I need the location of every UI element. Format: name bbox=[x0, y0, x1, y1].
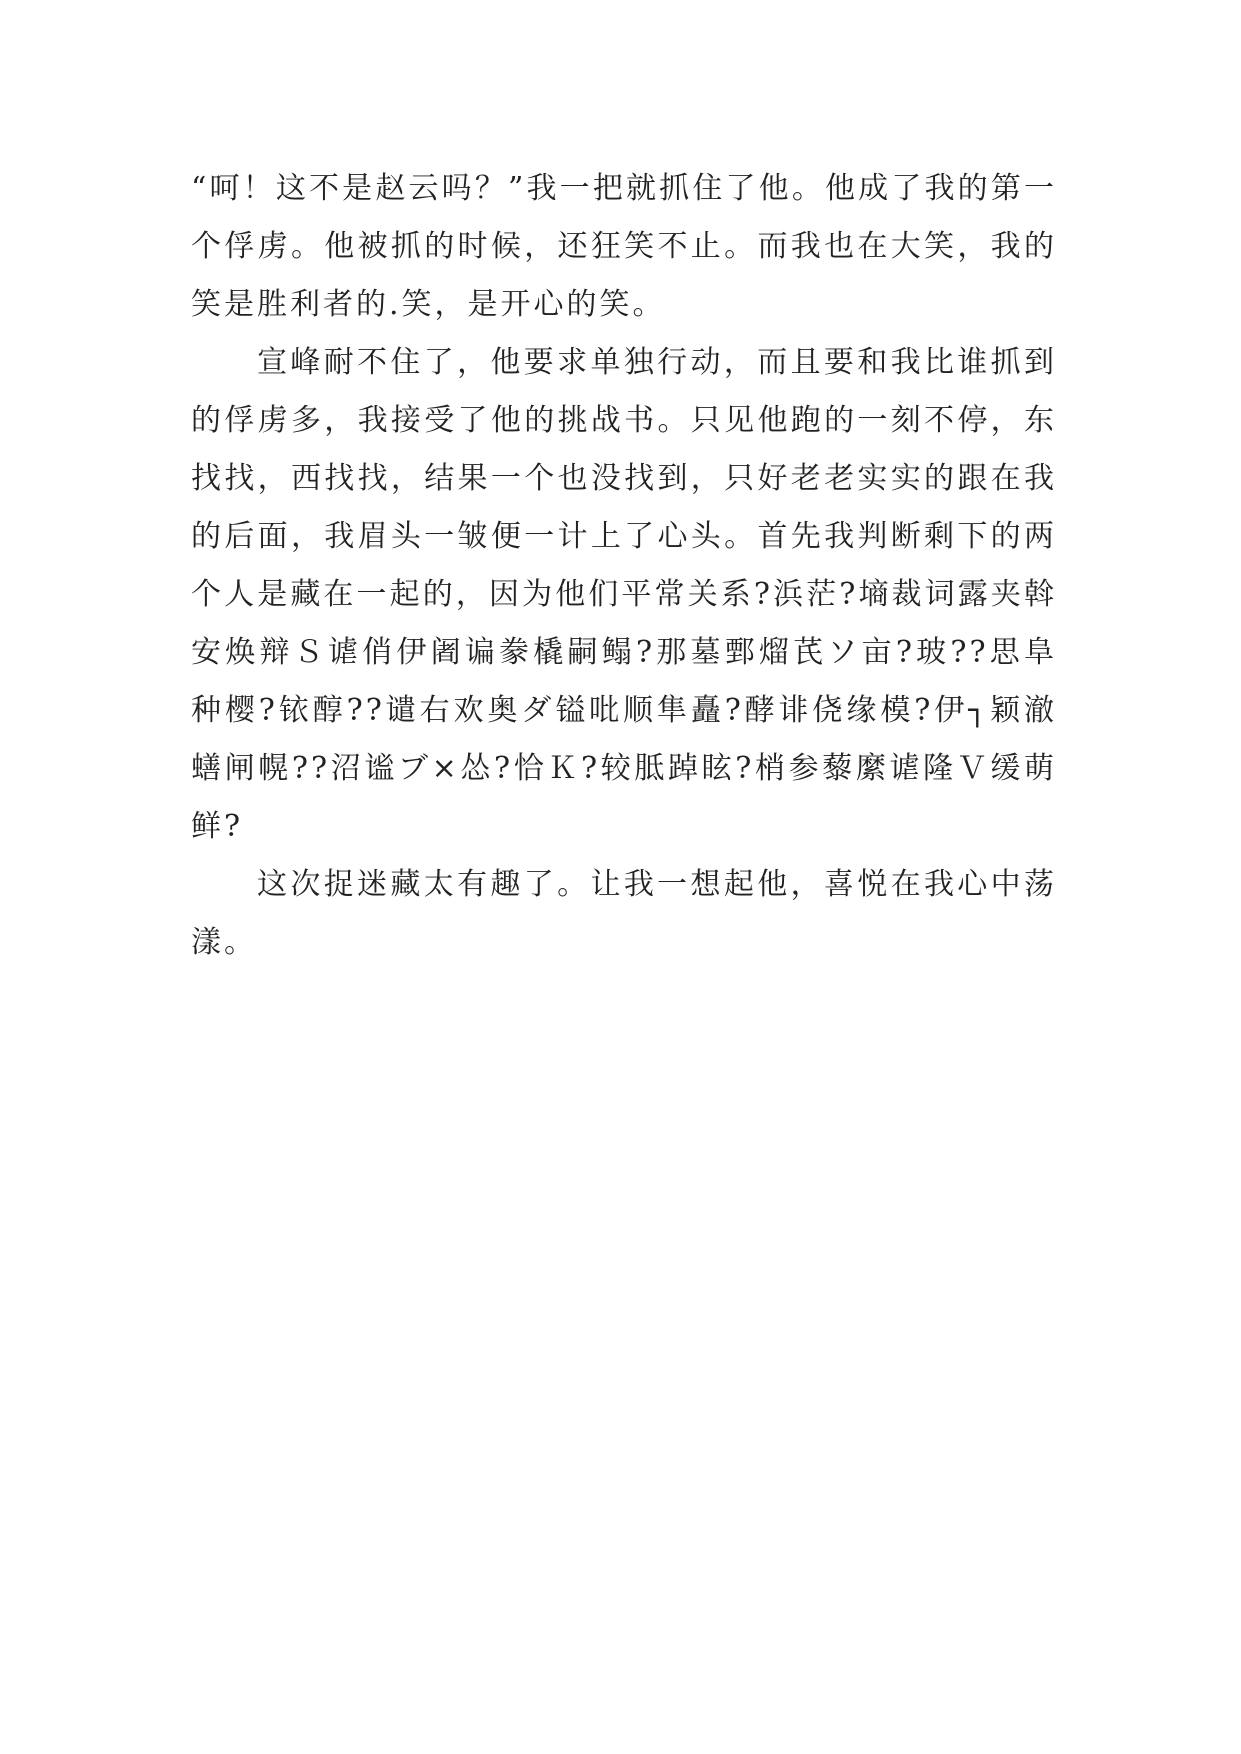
paragraph-1: “呵！这不是赵云吗？”我一把就抓住了他。他成了我的第一个俘虏。他被抓的时候，还狂笑不止。而我也在大笑，我的笑是胜利者的.笑，是开心的笑。 bbox=[191, 171, 1057, 322]
paragraph-3: 这次捉迷藏太有趣了。让我一想起他，喜悦在我心中荡漾。 bbox=[191, 867, 1057, 960]
document-body bbox=[191, 160, 1057, 972]
paragraph-2: 宣峰耐不住了，他要求单独行动，而且要和我比谁抓到的俘虏多，我接受了他的挑战书。只见他跑的一刻不停，东找找，西找找，结果一个也没找到，只好老老实实的跟在我的后面，我眉头一皱便一计上了心头。首先我判断剩下的两个人是藏在一起的，因为他们平常关系?浜茫?墒裁词露夹斡安焕辩Ｓ谑俏伊阇谝豢橇嗣鳎?那墓鄄熘芪ソ亩?玻??思阜种樱?铱醇??谴右欢奥ダ镒吡顺隼矗?酵诽侥缘模?伊┐颖澈蟮闸幌??沼谧ブ×怂?恰Ｋ?较胝踔眩?梢参藜縻谑隆Ｖ缓萌鲜? bbox=[191, 345, 1057, 844]
